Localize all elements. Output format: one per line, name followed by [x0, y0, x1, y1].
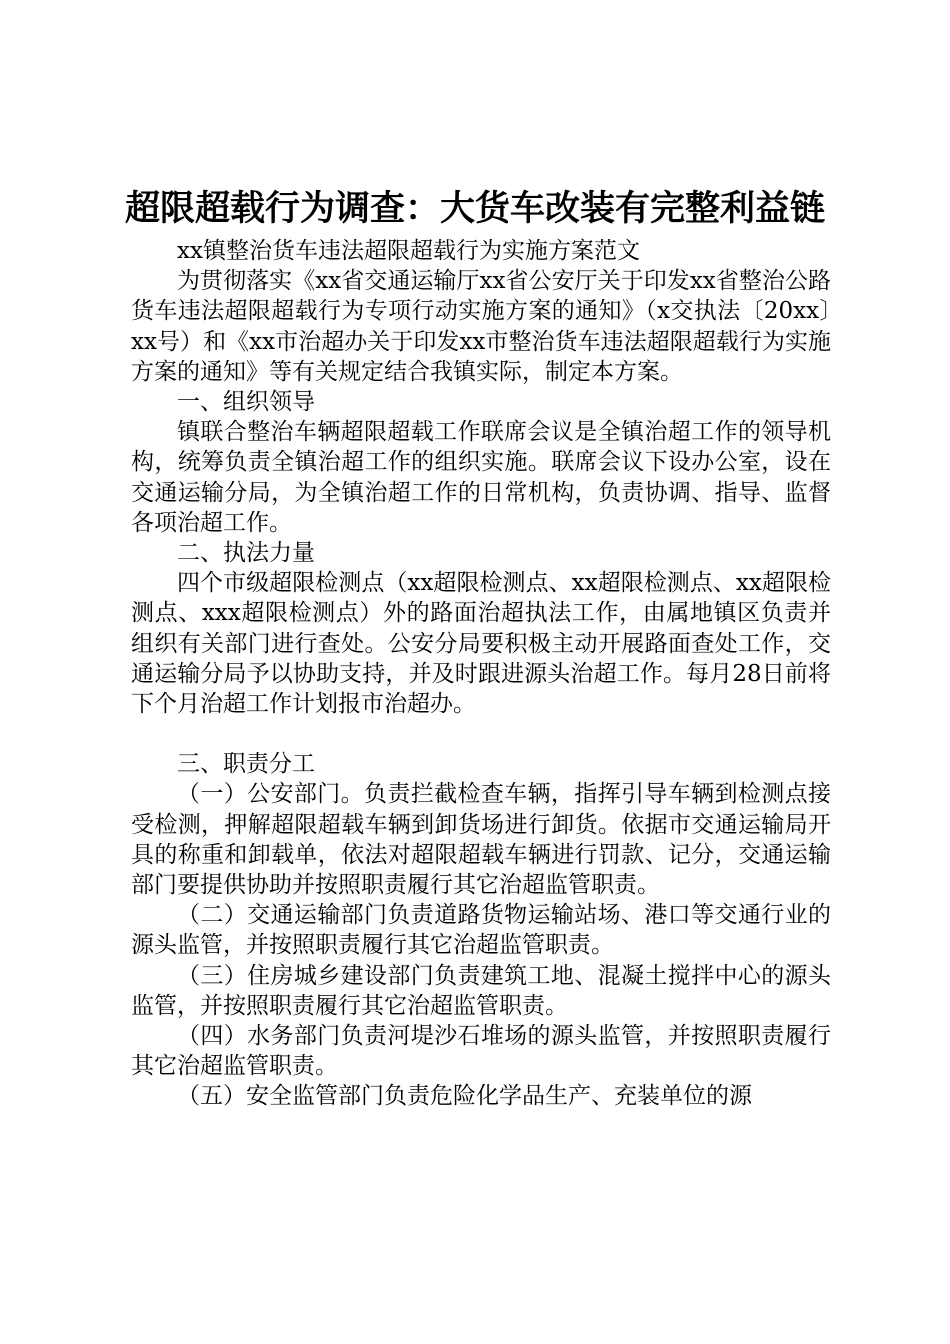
responsibility-item: （三）住房城乡建设部门负责建筑工地、混凝土搅拌中心的源头监管，并按照职责履行其它治超监管职责。 [131, 962, 831, 1019]
responsibility-item: （一）公安部门。负责拦截检查车辆，指挥引导车辆到检测点接受检测，押解超限超载车辆到卸货场进行卸货。依据市交通运输局开具的称重和卸载单，依法对超限超载车辆进行罚款、记分，交通运输部门要提供协助并按照职责履行其它治超监管职责。 [131, 781, 831, 899]
section-paragraph: 四个市级超限检测点（xx超限检测点、xx超限检测点、xx超限检测点、xxx超限检测点）外的路面治超执法工作，由属地镇区负责并组织有关部门进行查处。公安分局要积极主动开展路面查处工作，交通运输分局予以协助支持，并及时跟进源头治超工作。每月28日前将下个月治超工作计划报市治超办。 [131, 570, 831, 718]
responsibility-item: （二）交通运输部门负责道路货物运输站场、港口等交通行业的源头监管，并按照职责履行其它治超监管职责。 [131, 902, 831, 959]
section-paragraph: 镇联合整治车辆超限超载工作联席会议是全镇治超工作的领导机构，统筹负责全镇治超工作的组织实施。联席会议下设办公室，设在交通运输分局，为全镇治超工作的日常机构，负责协调、指导、监督各项治超工作。 [131, 419, 831, 536]
section-heading-organization: 一、组织领导 [177, 389, 315, 416]
document-title: 超限超载行为调查：大货车改装有完整利益链 [124, 188, 825, 229]
section-heading-responsibilities: 三、职责分工 [177, 751, 315, 778]
intro-paragraph: 为贯彻落实《xx省交通运输厅xx省公安厅关于印发xx省整治公路货车违法超限超载行为专项行动实施方案的通知》（x交执法〔20xx〕xx号）和《xx市治超办关于印发xx市整治货车违法超限超载行为实施方案的通知》等有关规定结合我镇实际，制定本方案。 [131, 268, 831, 385]
responsibility-item: （四）水务部门负责河堤沙石堆场的源头监管，并按照职责履行其它治超监管职责。 [131, 1023, 831, 1080]
responsibility-item: （五）安全监管部门负责危险化学品生产、充装单位的源 [177, 1083, 752, 1110]
document-body [131, 236, 831, 1112]
section-heading-enforcement: 二、执法力量 [177, 540, 315, 567]
document-subtitle: xx镇整治货车违法超限超载行为实施方案范文 [177, 238, 640, 264]
paragraph-spacer [131, 719, 831, 749]
